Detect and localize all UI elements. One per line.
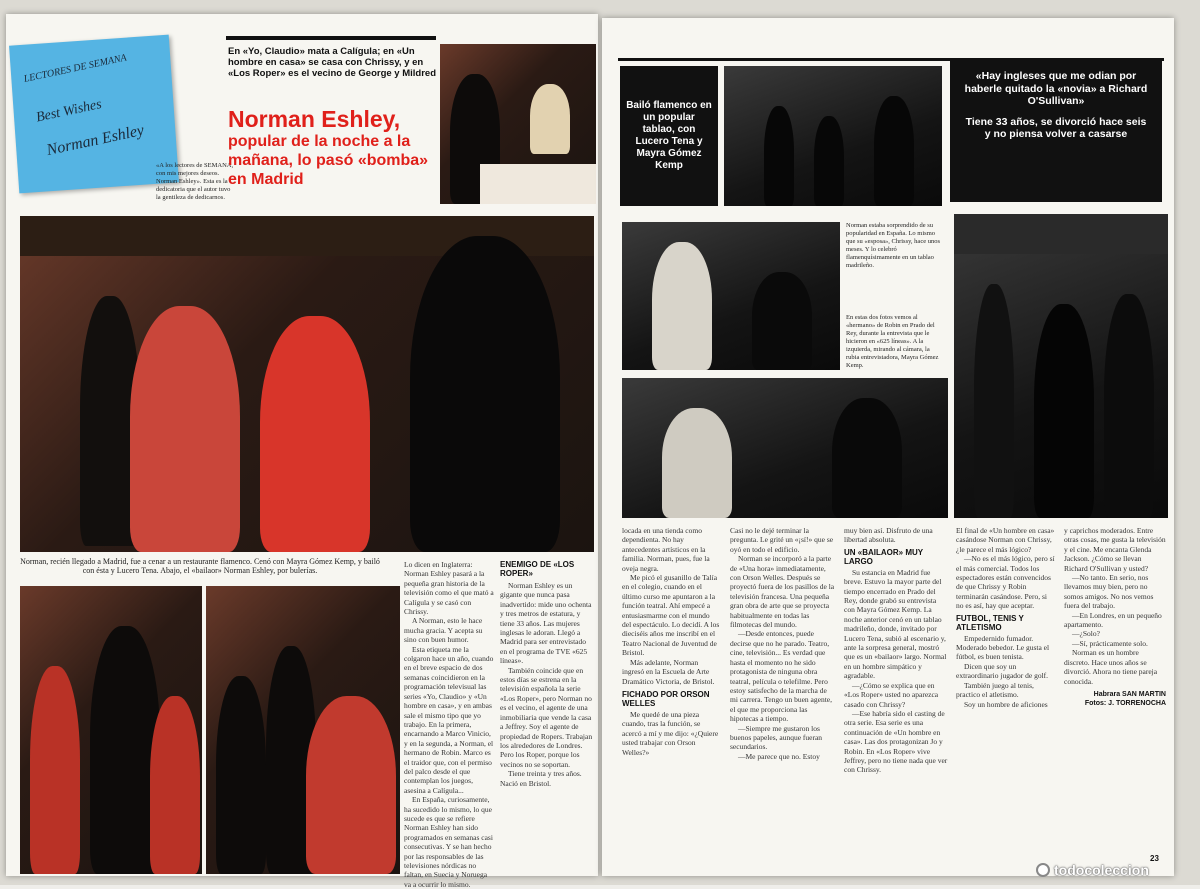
right-col2-p1: Casi no le dejé terminar la pregunta. Le grité un «¡sí!» que se oyó en todo el edificio. — [730, 526, 834, 554]
right-col2-p4: —Siempre me gustaron los buenos papeles, aunque fueran secundarios. — [730, 723, 823, 752]
photo-bulerias-right — [206, 586, 400, 874]
right-column-4 — [956, 526, 1056, 868]
photo-interview-1 — [622, 222, 840, 370]
caption-popularity: Norman estaba sorprendido de su popularidad en España. Lo mismo que su «esposa», Chrissy, hace unos meses. Y lo celebró flamenquísimamente en un tablao madrileño. — [846, 222, 940, 269]
right-col2-p5: —Me parece que no. Estoy — [738, 751, 820, 761]
watermark — [1036, 862, 1149, 878]
right-col3-p1: muy bien así. Disfruto de una libertad absoluta. — [844, 526, 933, 545]
right-col3-p3: —¿Cómo se explica que en «Los Roper» usted no aparezca casado con Chrissy? — [844, 680, 939, 709]
box-quote — [950, 58, 1162, 202]
right-col4-p5: También juego al tenis, practico el atletismo. — [956, 680, 1034, 700]
right-col3-p4: —Ese habría sido el casting de otra serie. Esa serie es una continuación de «Un hombre en casa». Las dos protagonizan Jo y Robin. En «Los Roper» vive Jeffrey, pero no tiene nada que ver con Chrissy. — [844, 708, 948, 775]
right-col5-p2: —No tanto. En serio, nos llevamos muy bien, pero no somos amigos. No nos vemos fuera del trabajo. — [1064, 573, 1154, 611]
right-col4-p3: Empedernido fumador. Moderado bebedor. Le gusta el fútbol, es buen tenista. — [956, 633, 1050, 662]
page-number: 23 — [1150, 854, 1159, 863]
photo-tablao-couple — [954, 214, 1168, 518]
right-col1-tail: Me quedé de una pieza cuando, tras la función, se acercó a mí y me dijo: «¿Quiere usted trabajar con Orson Welles?» — [622, 709, 719, 757]
right-col1-p3: Más adelante, Norman ingresó en la Escuela de Arte Dramático Victoria, de Bristol. — [622, 657, 715, 686]
left-col3-heading: ENEMIGO DE «LOS ROPER» — [500, 560, 575, 578]
photo-bulerias-left — [20, 586, 202, 874]
left-col1-p3: Esta etiqueta me la colgaron hace un año, cuando en el breve espacio de dos semanas coincidieron en la programación televisual las series «Yo, Claudio» y «Un hombre en casa», y en ambas sale el mismo tipo que yo trabajo. En la primera, encarnando a Marco Vinicio, y en la segunda, a Norman, el hermano de Robin. Marco es el traidor que, con el permiso del palco desde el que contemplan los juegos, asesina a Calígula... — [404, 644, 494, 795]
right-col3-heading: UN «BAILAOR» MUY LARGO — [844, 547, 923, 566]
main-photo-caption: Norman, recién llegado a Madrid, fue a cenar a un restaurante flamenco. Cenó con Mayra Gómez Kemp, y bailó con ésta y Lucero Tena. Abajo, el «bailaor» Norman Eshley, por bulerías. — [20, 557, 380, 575]
left-col1-p2: A Norman, esto le hace mucha gracia. Y acepta su sino con buen humor. — [404, 616, 483, 645]
signature-line-1: LECTORES DE SEMANA — [22, 52, 128, 85]
right-col1-p1: locada en una tienda como dependienta. No hay antecedentes artísticos en la familia. Norman, pues, fue la oveja negra. — [622, 526, 710, 573]
right-col2-p3: —Desde entonces, puede decirse que no he parado. Teatro, cine, televisión... Es verdad que hasta el momento no he sido protagonista de ninguna obra teatral, película o telefilme. Pero estoy satisfecho de la marcha de mi carrera. Tengo un buen agente, el que me proporciona las hipotecas a tiempo. — [730, 629, 833, 724]
right-col4-p2: —No es el más lógico, pero sí el más comercial. Todos los espectadores están convencidos de que Chrissy y Robin terminarán casándose. Pero, si no es así, hay que aceptar. — [956, 554, 1055, 611]
right-column-2 — [730, 526, 836, 868]
photo-tablao-dance — [724, 66, 942, 206]
box-quote-sub: Tiene 33 años, se divorció hace seis y no piensa volver a casarse — [965, 115, 1147, 140]
right-col1-p2: Me picó el gusanillo de Talía en el colegio, cuando en el último curso me apuntaron a la función teatral. Ahí empecé a entusiasmarme con el mundo del espectáculo. Lo decidí. A los dieciséis años me inscribí en el Teatro Nacional de Juventud de Bristol. — [622, 573, 720, 658]
right-column-5 — [1064, 526, 1166, 848]
watermark-logo-icon — [1036, 863, 1050, 877]
left-col3-p2: También coincide que en estos días se estrena en la televisión española la serie «Los Roper», pero Norman no es el vecino, el agente de una inmobiliaria que vende la casa a Jeffrey. Soy el agente de propiedad de Ropers. Trabajan los alrededores de Londres. Pero los Roper, porque los vecinos no se soportan. — [500, 665, 593, 769]
caption-prado-del-rey: En estas dos fotos vemos al «hermano» de Robin en Prado del Rey, durante la entrevista que le hicieron en «625 líneas». A la izquierda, mirando al cámara, la rubia entrevistadora, Mayra Gómez Kemp. — [846, 314, 939, 369]
box-flamenco — [620, 66, 718, 206]
left-col3-p3: Tiene treinta y tres años. Nació en Bristol. — [500, 769, 582, 788]
right-col4-p6: Soy un hombre de aficiones — [964, 699, 1048, 709]
right-col5-p5: —Sí, prácticamente solo. — [1072, 638, 1148, 648]
photo-interview-2 — [622, 378, 948, 518]
right-col5-p6: Norman es un hombre discreto. Hace unos años se divorció. Ahora no tiene pareja conocida. — [1064, 648, 1158, 686]
article-kicker: En «Yo, Claudio» mata a Calígula; en «Un hombre en casa» se casa con Chrissy, y en «Los Roper» es el vecino de George y Mildred — [228, 46, 437, 79]
article-title: Norman Eshley, — [228, 106, 401, 132]
right-column-1 — [622, 526, 720, 868]
box-quote-text: «Hay ingleses que me odian por haberle quitado la «novia» a Richard O'Sullivan» — [964, 70, 1148, 107]
signature-line-2: Best Wishes — [34, 96, 104, 126]
byline-photos: Fotos: J. TORRENOCHA — [1084, 700, 1166, 708]
right-col4-p4: Dicen que soy un extraordinario jugador de golf. — [956, 661, 1049, 681]
box-flamenco-text: Bailó flamenco en un popular tablao, con Lucero Tena y Mayra Gómez Kemp — [626, 100, 712, 171]
right-col5-p4: —¿Solo? — [1072, 629, 1100, 639]
right-page — [602, 18, 1174, 876]
right-col3-p2: Su estancia en Madrid fue breve. Estuvo la mayor parte del tiempo encerrado en Prado del Rey, donde grabó su entrevista con Mayra Gómez Kemp. La noche anterior cenó en un tablao madrileño, donde, invitado por Lucero Tena, subió al escenario y, ante la sorpresa general, mostró que es un «bailaor» largo. Normal en un hombre simpático y agradable. — [844, 567, 947, 681]
right-col5-p3: —En Londres, en un pequeño apartamento. — [1064, 610, 1162, 630]
right-col1-heading: FICHADO POR ORSON WELLES — [622, 689, 710, 708]
signature-line-3: Norman Eshley — [45, 121, 146, 160]
right-column-3 — [844, 526, 948, 868]
right-col4-p1: El final de «Un hombre en casa» casándose Norman con Chrissy, ¿le parece el más lógico? — [956, 526, 1055, 554]
byline-author: Habrara SAN MARTIN — [1093, 690, 1166, 698]
left-col3-p1: Norman Eshley es un gigante que nunca pasa inadvertido: mide uno ochenta y tres metros de estatura, y tiene 33 años. Las mujeres inglesas le adoran. Llegó a Madrid para ser entrevistado en el programa de TVE «625 líneas». — [500, 581, 592, 666]
article-subtitle: popular de la noche a la mañana, lo pasó «bomba» en Madrid — [228, 133, 429, 188]
left-column-3 — [500, 560, 594, 872]
left-col1-p1: Lo dicen en Inglaterra: Norman Eshley pasará a la pequeña gran historia de la televisión como el que mató a Calígula y se casó con Chrissy. — [404, 560, 494, 617]
left-col2-p1: En España, curiosamente, ha sucedido lo mismo, lo que sucede es que se refiere Norman Eshley han sido programados en semanas casi consecutivas. Y se han hecho por las responsables de las televisiones nórdicas no faltan, en Suecia y Noruega va a ocurrir lo mismo. — [404, 795, 493, 889]
header-rule — [226, 36, 436, 40]
photo-flamenco-dance — [20, 216, 594, 552]
watermark-text: todocoleccion — [1054, 862, 1149, 878]
photo-dinner-table — [440, 44, 596, 204]
signature-card — [9, 35, 179, 194]
left-page — [6, 14, 598, 889]
right-col4-heading: FUTBOL, TENIS Y ATLETISMO — [956, 613, 1024, 632]
left-column-1 — [404, 560, 496, 889]
right-col2-p2: Norman se incorporó a la parte de «Una hora» inmediatamente, con Orson Welles. Después se proyectó fuera de los pasillos de la televisión francesa. Una pequeña gran obra de arte que se proyecta habitualmente en todas las filmotecas del mundo. — [730, 554, 835, 630]
signature-caption: «A los lectores de SEMANA, con mis mejores deseos. Norman Eshley». Esta es la dedicatoria que el autor tuvo la gentileza de dedicarnos. — [156, 162, 234, 201]
right-col5-p1: y caprichos moderados. Entre otras cosas, me gusta la televisión y el cine. Me encanta Glenda Jackson. ¿Cómo se llevan Richard O'Sullivan y usted? — [1064, 526, 1166, 573]
